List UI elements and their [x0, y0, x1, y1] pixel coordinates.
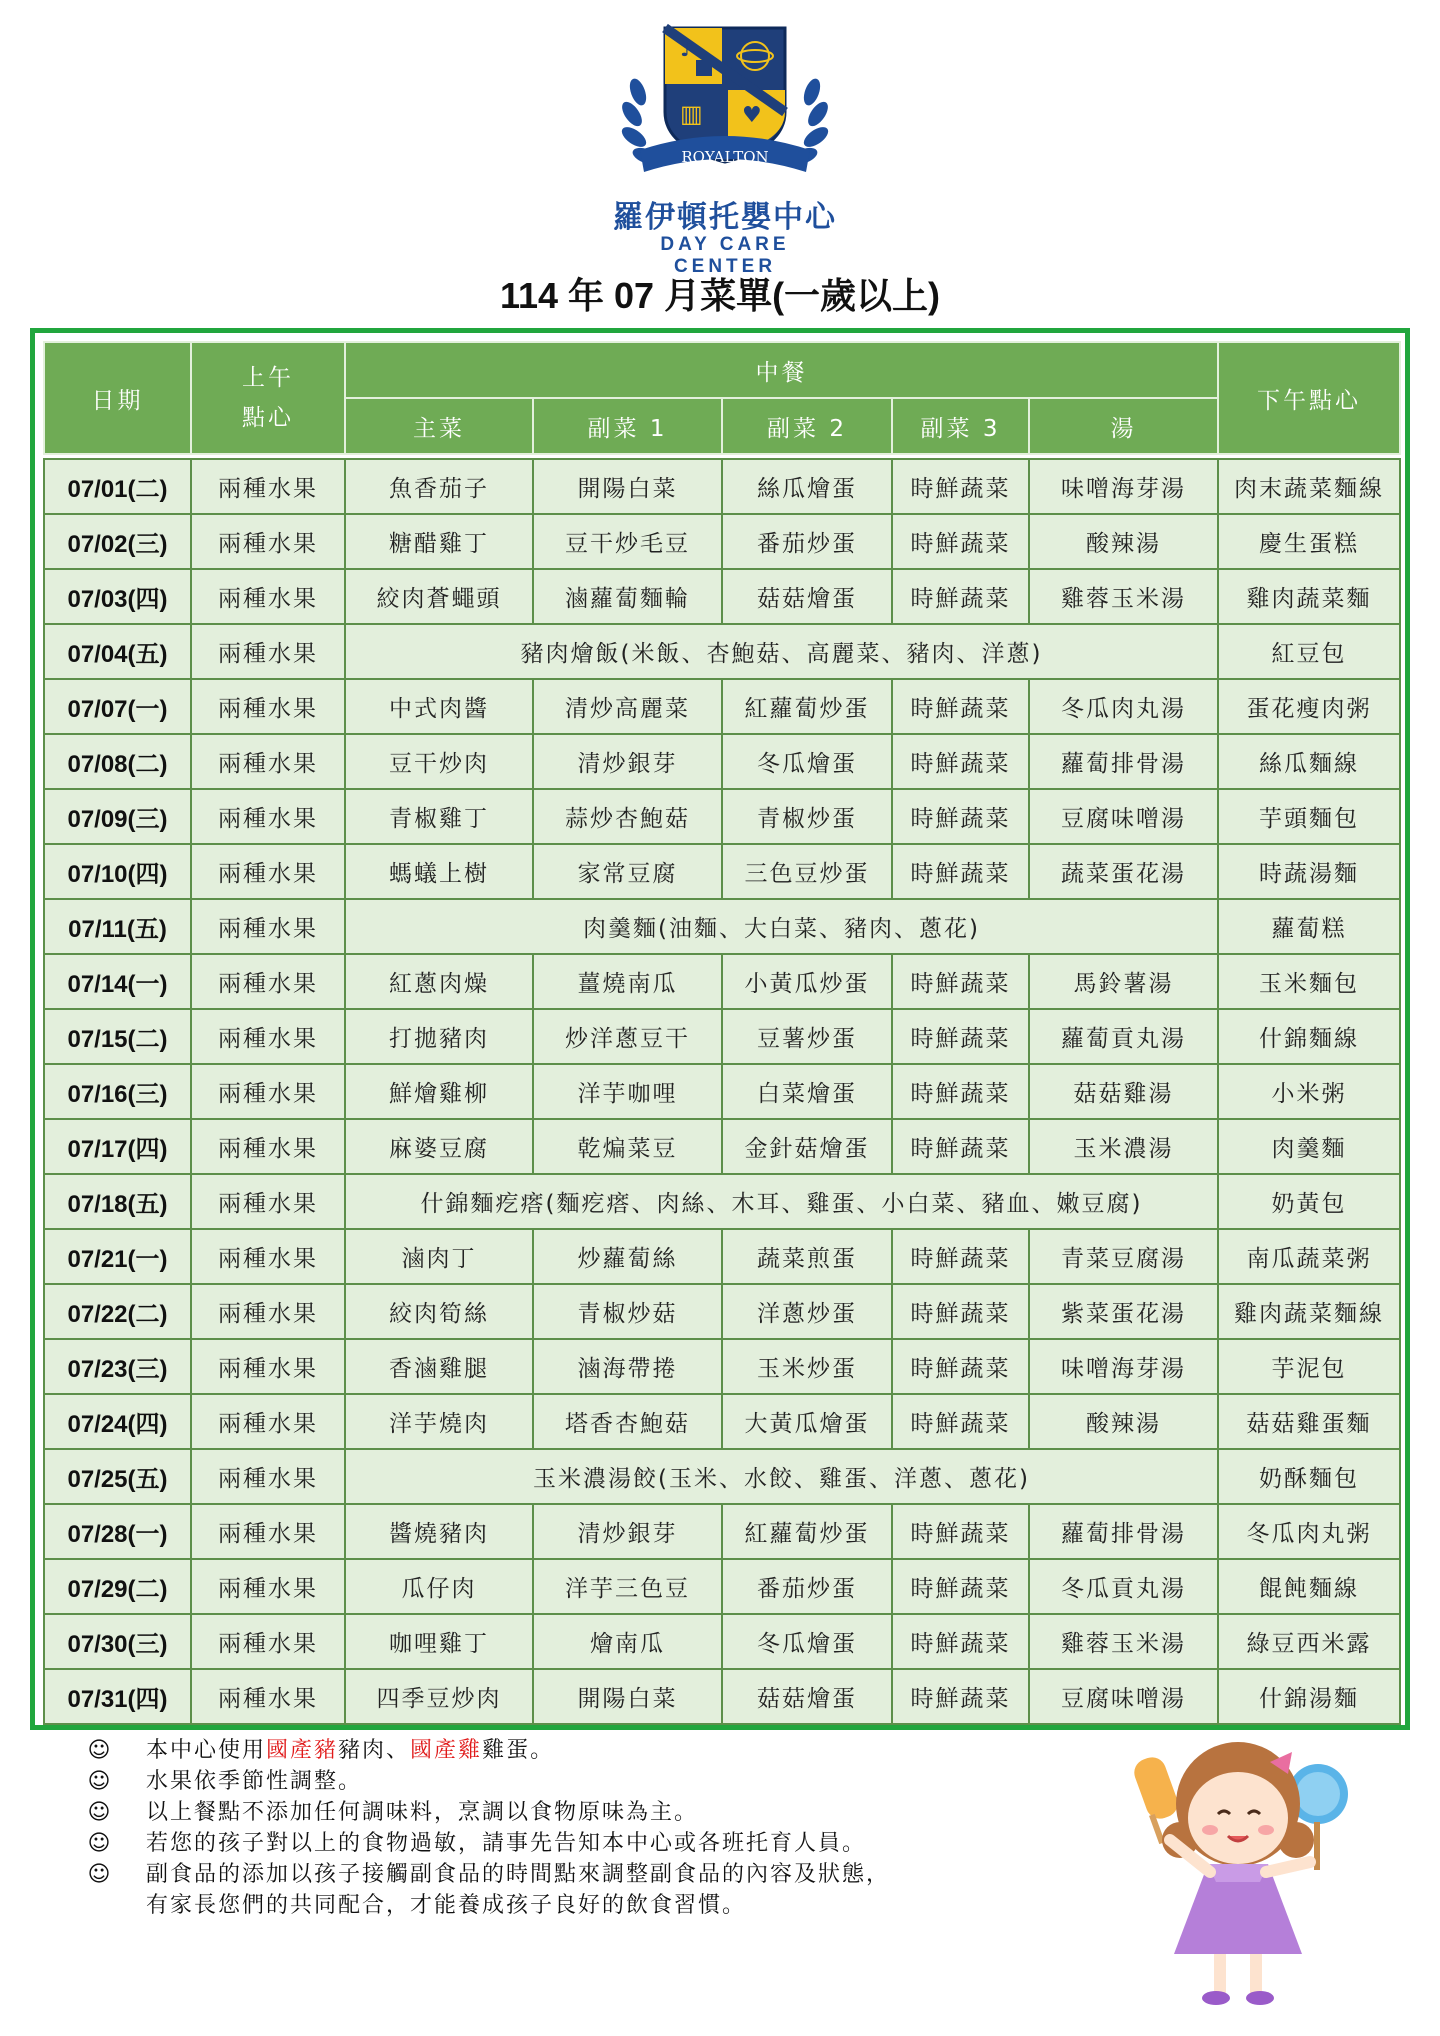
cell-morning-snack: 兩種水果	[191, 1064, 345, 1119]
royalton-logo	[610, 22, 840, 277]
cell-date: 07/16(三)	[44, 1064, 191, 1119]
cell-afternoon-snack: 什錦湯麵	[1218, 1669, 1400, 1724]
cell-side-dish-1: 清炒銀芽	[533, 734, 722, 789]
cell-lunch-combined: 玉米濃湯餃(玉米、水餃、雞蛋、洋蔥、蔥花)	[345, 1449, 1218, 1504]
header-afternoon-snack: 下午點心	[1218, 342, 1400, 454]
cell-side-dish-3: 時鮮蔬菜	[892, 459, 1029, 514]
cell-side-dish-2: 紅蘿蔔炒蛋	[722, 1504, 892, 1559]
cell-main-dish: 絞肉筍絲	[345, 1284, 533, 1339]
cell-date: 07/04(五)	[44, 624, 191, 679]
cell-soup: 酸辣湯	[1029, 514, 1218, 569]
cell-morning-snack: 兩種水果	[191, 844, 345, 899]
cell-afternoon-snack: 芋頭麵包	[1218, 789, 1400, 844]
cell-morning-snack: 兩種水果	[191, 1119, 345, 1174]
cell-side-dish-3: 時鮮蔬菜	[892, 1504, 1029, 1559]
cell-soup: 味噌海芽湯	[1029, 1339, 1218, 1394]
cell-side-dish-2: 冬瓜燴蛋	[722, 734, 892, 789]
cell-lunch-combined: 肉羹麵(油麵、大白菜、豬肉、蔥花)	[345, 899, 1218, 954]
table-row	[44, 1504, 1400, 1559]
cell-soup: 味噌海芽湯	[1029, 459, 1218, 514]
header-lunch: 中餐	[345, 342, 1218, 398]
cell-side-dish-3: 時鮮蔬菜	[892, 514, 1029, 569]
cell-date: 07/15(二)	[44, 1009, 191, 1064]
note-text: 本中心使用	[146, 1738, 267, 1763]
cell-afternoon-snack: 玉米麵包	[1218, 954, 1400, 1009]
cell-soup: 雞蓉玉米湯	[1029, 569, 1218, 624]
cell-side-dish-2: 三色豆炒蛋	[722, 844, 892, 899]
cell-main-dish: 瓜仔肉	[345, 1559, 533, 1614]
cell-afternoon-snack: 雞肉蔬菜麵線	[1218, 1284, 1400, 1339]
cell-side-dish-2: 青椒炒蛋	[722, 789, 892, 844]
cell-morning-snack: 兩種水果	[191, 1449, 345, 1504]
cell-afternoon-snack: 南瓜蔬菜粥	[1218, 1229, 1400, 1284]
note-item	[84, 1766, 1084, 1797]
cell-afternoon-snack: 菇菇雞蛋麵	[1218, 1394, 1400, 1449]
table-row	[44, 1339, 1400, 1394]
cell-side-dish-1: 洋芋三色豆	[533, 1559, 722, 1614]
cell-afternoon-snack: 餛飩麵線	[1218, 1559, 1400, 1614]
cell-main-dish: 青椒雞丁	[345, 789, 533, 844]
cell-main-dish: 中式肉醬	[345, 679, 533, 734]
cell-date: 07/07(一)	[44, 679, 191, 734]
note-highlight: 國產雞	[410, 1738, 483, 1763]
logo-name-english: DAY CARE CENTER	[660, 234, 790, 277]
cell-main-dish: 打拋豬肉	[345, 1009, 533, 1064]
cell-soup: 蘿蔔排骨湯	[1029, 734, 1218, 789]
cell-morning-snack: 兩種水果	[191, 899, 345, 954]
table-row	[44, 1119, 1400, 1174]
cell-morning-snack: 兩種水果	[191, 569, 345, 624]
cell-side-dish-1: 乾煸菜豆	[533, 1119, 722, 1174]
cell-date: 07/21(一)	[44, 1229, 191, 1284]
cell-side-dish-3: 時鮮蔬菜	[892, 1614, 1029, 1669]
note-item	[84, 1859, 1084, 1890]
cell-afternoon-snack: 什錦麵線	[1218, 1009, 1400, 1064]
cell-soup: 豆腐味噌湯	[1029, 1669, 1218, 1724]
cell-date: 07/02(三)	[44, 514, 191, 569]
cell-date: 07/24(四)	[44, 1394, 191, 1449]
cell-side-dish-1: 薑燒南瓜	[533, 954, 722, 1009]
table-row	[44, 1229, 1400, 1284]
cell-date: 07/18(五)	[44, 1174, 191, 1229]
cell-side-dish-1: 開陽白菜	[533, 459, 722, 514]
header-side-dish-2: 副菜 2	[722, 398, 892, 454]
note-item	[84, 1890, 1084, 1921]
cell-lunch-combined: 什錦麵疙瘩(麵疙瘩、肉絲、木耳、雞蛋、小白菜、豬血、嫩豆腐)	[345, 1174, 1218, 1229]
table-row	[44, 789, 1400, 844]
logo-name-chinese: 羅伊頓托嬰中心	[613, 200, 837, 235]
cell-side-dish-2: 豆薯炒蛋	[722, 1009, 892, 1064]
cell-main-dish: 四季豆炒肉	[345, 1669, 533, 1724]
cell-side-dish-2: 菇菇燴蛋	[722, 1669, 892, 1724]
header-main-dish: 主菜	[345, 398, 533, 454]
cell-soup: 雞蓉玉米湯	[1029, 1614, 1218, 1669]
cell-morning-snack: 兩種水果	[191, 1394, 345, 1449]
svg-text:♥: ♥	[742, 103, 762, 128]
table-row	[44, 734, 1400, 789]
cell-morning-snack: 兩種水果	[191, 789, 345, 844]
cell-side-dish-3: 時鮮蔬菜	[892, 734, 1029, 789]
cell-side-dish-3: 時鮮蔬菜	[892, 569, 1029, 624]
cell-morning-snack: 兩種水果	[191, 1559, 345, 1614]
cell-date: 07/23(三)	[44, 1339, 191, 1394]
page-title: 114 年 07 月菜單(一歲以上)	[499, 275, 941, 316]
header-morning-snack: 上午點心	[191, 342, 345, 454]
table-row	[44, 1614, 1400, 1669]
cell-afternoon-snack: 雞肉蔬菜麵	[1218, 569, 1400, 624]
note-highlight: 國產豬	[266, 1738, 339, 1763]
cell-side-dish-3: 時鮮蔬菜	[892, 844, 1029, 899]
cell-morning-snack: 兩種水果	[191, 459, 345, 514]
cell-date: 07/30(三)	[44, 1614, 191, 1669]
cell-afternoon-snack: 奶黃包	[1218, 1174, 1400, 1229]
cell-morning-snack: 兩種水果	[191, 1614, 345, 1669]
table-row	[44, 954, 1400, 1009]
cell-date: 07/01(二)	[44, 459, 191, 514]
cell-main-dish: 糖醋雞丁	[345, 514, 533, 569]
cell-afternoon-snack: 時蔬湯麵	[1218, 844, 1400, 899]
cell-soup: 玉米濃湯	[1029, 1119, 1218, 1174]
table-row	[44, 459, 1400, 514]
cell-main-dish: 豆干炒肉	[345, 734, 533, 789]
cell-side-dish-1: 豆干炒毛豆	[533, 514, 722, 569]
smiley-icon: ☺	[87, 1769, 111, 1794]
note-text: 雞蛋。	[482, 1738, 555, 1763]
cell-morning-snack: 兩種水果	[191, 1339, 345, 1394]
cell-side-dish-1: 燴南瓜	[533, 1614, 722, 1669]
cell-main-dish: 咖哩雞丁	[345, 1614, 533, 1669]
cell-morning-snack: 兩種水果	[191, 1229, 345, 1284]
cell-side-dish-2: 金針菇燴蛋	[722, 1119, 892, 1174]
cell-morning-snack: 兩種水果	[191, 1284, 345, 1339]
cell-soup: 冬瓜肉丸湯	[1029, 679, 1218, 734]
cell-soup: 冬瓜貢丸湯	[1029, 1559, 1218, 1614]
cell-side-dish-2: 蔬菜煎蛋	[722, 1229, 892, 1284]
table-row	[44, 514, 1400, 569]
cell-soup: 馬鈴薯湯	[1029, 954, 1218, 1009]
note-item	[84, 1828, 1084, 1859]
note-text: 豬肉、	[338, 1738, 411, 1763]
cell-side-dish-3: 時鮮蔬菜	[892, 1009, 1029, 1064]
cell-side-dish-1: 清炒高麗菜	[533, 679, 722, 734]
cell-soup: 蔬菜蛋花湯	[1029, 844, 1218, 899]
cell-date: 07/29(二)	[44, 1559, 191, 1614]
cell-side-dish-2: 番茄炒蛋	[722, 514, 892, 569]
cell-date: 07/10(四)	[44, 844, 191, 899]
table-row	[44, 1174, 1400, 1229]
table-row	[44, 569, 1400, 624]
cell-morning-snack: 兩種水果	[191, 679, 345, 734]
cell-side-dish-2: 紅蘿蔔炒蛋	[722, 679, 892, 734]
cell-side-dish-2: 絲瓜燴蛋	[722, 459, 892, 514]
table-row	[44, 679, 1400, 734]
cell-afternoon-snack: 肉末蔬菜麵線	[1218, 459, 1400, 514]
svg-text:♪: ♪	[680, 37, 695, 62]
cell-side-dish-1: 滷蘿蔔麵輪	[533, 569, 722, 624]
cell-side-dish-2: 冬瓜燴蛋	[722, 1614, 892, 1669]
cell-lunch-combined: 豬肉燴飯(米飯、杏鮑菇、高麗菜、豬肉、洋蔥)	[345, 624, 1218, 679]
cell-side-dish-3: 時鮮蔬菜	[892, 1119, 1029, 1174]
cell-main-dish: 紅蔥肉燥	[345, 954, 533, 1009]
cell-side-dish-3: 時鮮蔬菜	[892, 1064, 1029, 1119]
cell-date: 07/25(五)	[44, 1449, 191, 1504]
cell-date: 07/14(一)	[44, 954, 191, 1009]
note-text: 副食品的添加以孩子接觸副食品的時間點來調整副食品的內容及狀態，	[146, 1862, 891, 1887]
cell-afternoon-snack: 絲瓜麵線	[1218, 734, 1400, 789]
cell-side-dish-1: 開陽白菜	[533, 1669, 722, 1724]
cell-date: 07/08(二)	[44, 734, 191, 789]
cell-side-dish-3: 時鮮蔬菜	[892, 1339, 1029, 1394]
cell-soup: 紫菜蛋花湯	[1029, 1284, 1218, 1339]
cell-morning-snack: 兩種水果	[191, 1009, 345, 1064]
cell-main-dish: 魚香茄子	[345, 459, 533, 514]
cell-morning-snack: 兩種水果	[191, 624, 345, 679]
cell-afternoon-snack: 奶酥麵包	[1218, 1449, 1400, 1504]
cell-side-dish-2: 番茄炒蛋	[722, 1559, 892, 1614]
cell-side-dish-2: 大黃瓜燴蛋	[722, 1394, 892, 1449]
cell-main-dish: 螞蟻上樹	[345, 844, 533, 899]
cell-afternoon-snack: 蛋花瘦肉粥	[1218, 679, 1400, 734]
cell-main-dish: 麻婆豆腐	[345, 1119, 533, 1174]
header-soup: 湯	[1029, 398, 1218, 454]
cell-soup: 蘿蔔貢丸湯	[1029, 1009, 1218, 1064]
cell-side-dish-3: 時鮮蔬菜	[892, 1559, 1029, 1614]
cell-main-dish: 絞肉蒼蠅頭	[345, 569, 533, 624]
cell-soup: 菇菇雞湯	[1029, 1064, 1218, 1119]
cell-soup: 酸辣湯	[1029, 1394, 1218, 1449]
note-item	[84, 1735, 1084, 1766]
crest-emblem-icon	[610, 22, 840, 192]
cell-afternoon-snack: 蘿蔔糕	[1218, 899, 1400, 954]
cell-main-dish: 洋芋燒肉	[345, 1394, 533, 1449]
logo-emblem-text: ROYALTON	[681, 148, 769, 166]
cell-side-dish-3: 時鮮蔬菜	[892, 954, 1029, 1009]
cell-date: 07/28(一)	[44, 1504, 191, 1559]
cell-date: 07/03(四)	[44, 569, 191, 624]
note-item	[84, 1797, 1084, 1828]
table-row	[44, 1064, 1400, 1119]
table-row	[44, 624, 1400, 679]
svg-text:▥: ▥	[680, 100, 703, 128]
cell-side-dish-3: 時鮮蔬菜	[892, 679, 1029, 734]
note-text: 有家長您們的共同配合，才能養成孩子良好的飲食習慣。	[146, 1893, 747, 1918]
cell-date: 07/22(二)	[44, 1284, 191, 1339]
cell-side-dish-1: 塔香杏鮑菇	[533, 1394, 722, 1449]
notes-section	[84, 1735, 1084, 1921]
note-text: 若您的孩子對以上的食物過敏，請事先告知本中心或各班托育人員。	[146, 1831, 867, 1856]
table-row	[44, 1449, 1400, 1504]
table-row	[44, 899, 1400, 954]
note-text: 以上餐點不添加任何調味料，烹調以食物原味為主。	[146, 1800, 699, 1825]
cell-side-dish-3: 時鮮蔬菜	[892, 1394, 1029, 1449]
cell-afternoon-snack: 綠豆西米露	[1218, 1614, 1400, 1669]
cell-main-dish: 香滷雞腿	[345, 1339, 533, 1394]
cell-main-dish: 醬燒豬肉	[345, 1504, 533, 1559]
cell-side-dish-2: 菇菇燴蛋	[722, 569, 892, 624]
cell-main-dish: 鮮燴雞柳	[345, 1064, 533, 1119]
cell-side-dish-1: 洋芋咖哩	[533, 1064, 722, 1119]
smiley-icon: ☺	[87, 1800, 111, 1825]
header-date: 日期	[44, 342, 191, 454]
cell-afternoon-snack: 小米粥	[1218, 1064, 1400, 1119]
table-row	[44, 1394, 1400, 1449]
cell-side-dish-3: 時鮮蔬菜	[892, 1284, 1029, 1339]
cell-morning-snack: 兩種水果	[191, 954, 345, 1009]
cell-morning-snack: 兩種水果	[191, 1504, 345, 1559]
cell-afternoon-snack: 冬瓜肉丸粥	[1218, 1504, 1400, 1559]
menu-table-header	[43, 341, 1401, 455]
cell-soup: 蘿蔔排骨湯	[1029, 1504, 1218, 1559]
table-row	[44, 1284, 1400, 1339]
cell-side-dish-1: 滷海帶捲	[533, 1339, 722, 1394]
cell-soup: 青菜豆腐湯	[1029, 1229, 1218, 1284]
header-side-dish-3: 副菜 3	[892, 398, 1029, 454]
table-row	[44, 1559, 1400, 1614]
note-text: 水果依季節性調整。	[146, 1769, 363, 1794]
cell-main-dish: 滷肉丁	[345, 1229, 533, 1284]
cell-side-dish-1: 蒜炒杏鮑菇	[533, 789, 722, 844]
cell-side-dish-3: 時鮮蔬菜	[892, 1229, 1029, 1284]
cell-morning-snack: 兩種水果	[191, 514, 345, 569]
table-row	[44, 1009, 1400, 1064]
table-row	[44, 844, 1400, 899]
smiley-icon: ☺	[87, 1831, 111, 1856]
cell-afternoon-snack: 芋泥包	[1218, 1339, 1400, 1394]
cell-afternoon-snack: 紅豆包	[1218, 624, 1400, 679]
cell-morning-snack: 兩種水果	[191, 734, 345, 789]
menu-table-frame	[30, 328, 1410, 1730]
cell-morning-snack: 兩種水果	[191, 1669, 345, 1724]
cell-side-dish-2: 白菜燴蛋	[722, 1064, 892, 1119]
cell-side-dish-3: 時鮮蔬菜	[892, 1669, 1029, 1724]
header-side-dish-1: 副菜 1	[533, 398, 722, 454]
smiley-icon: ☺	[87, 1862, 111, 1887]
cell-side-dish-2: 洋蔥炒蛋	[722, 1284, 892, 1339]
cell-afternoon-snack: 肉羹麵	[1218, 1119, 1400, 1174]
cell-side-dish-1: 清炒銀芽	[533, 1504, 722, 1559]
cell-afternoon-snack: 慶生蛋糕	[1218, 514, 1400, 569]
cell-date: 07/31(四)	[44, 1669, 191, 1724]
cell-soup: 豆腐味噌湯	[1029, 789, 1218, 844]
smiley-icon: ☺	[87, 1738, 111, 1763]
cell-date: 07/09(三)	[44, 789, 191, 844]
cell-side-dish-3: 時鮮蔬菜	[892, 789, 1029, 844]
table-row	[44, 1669, 1400, 1724]
cell-date: 07/11(五)	[44, 899, 191, 954]
girl-illustration-icon	[1110, 1722, 1360, 2022]
cell-side-dish-1: 家常豆腐	[533, 844, 722, 899]
cell-side-dish-2: 小黃瓜炒蛋	[722, 954, 892, 1009]
cell-morning-snack: 兩種水果	[191, 1174, 345, 1229]
cell-side-dish-1: 青椒炒菇	[533, 1284, 722, 1339]
cell-side-dish-1: 炒洋蔥豆干	[533, 1009, 722, 1064]
cell-date: 07/17(四)	[44, 1119, 191, 1174]
menu-table-body	[43, 458, 1401, 1725]
cell-side-dish-1: 炒蘿蔔絲	[533, 1229, 722, 1284]
cell-side-dish-2: 玉米炒蛋	[722, 1339, 892, 1394]
